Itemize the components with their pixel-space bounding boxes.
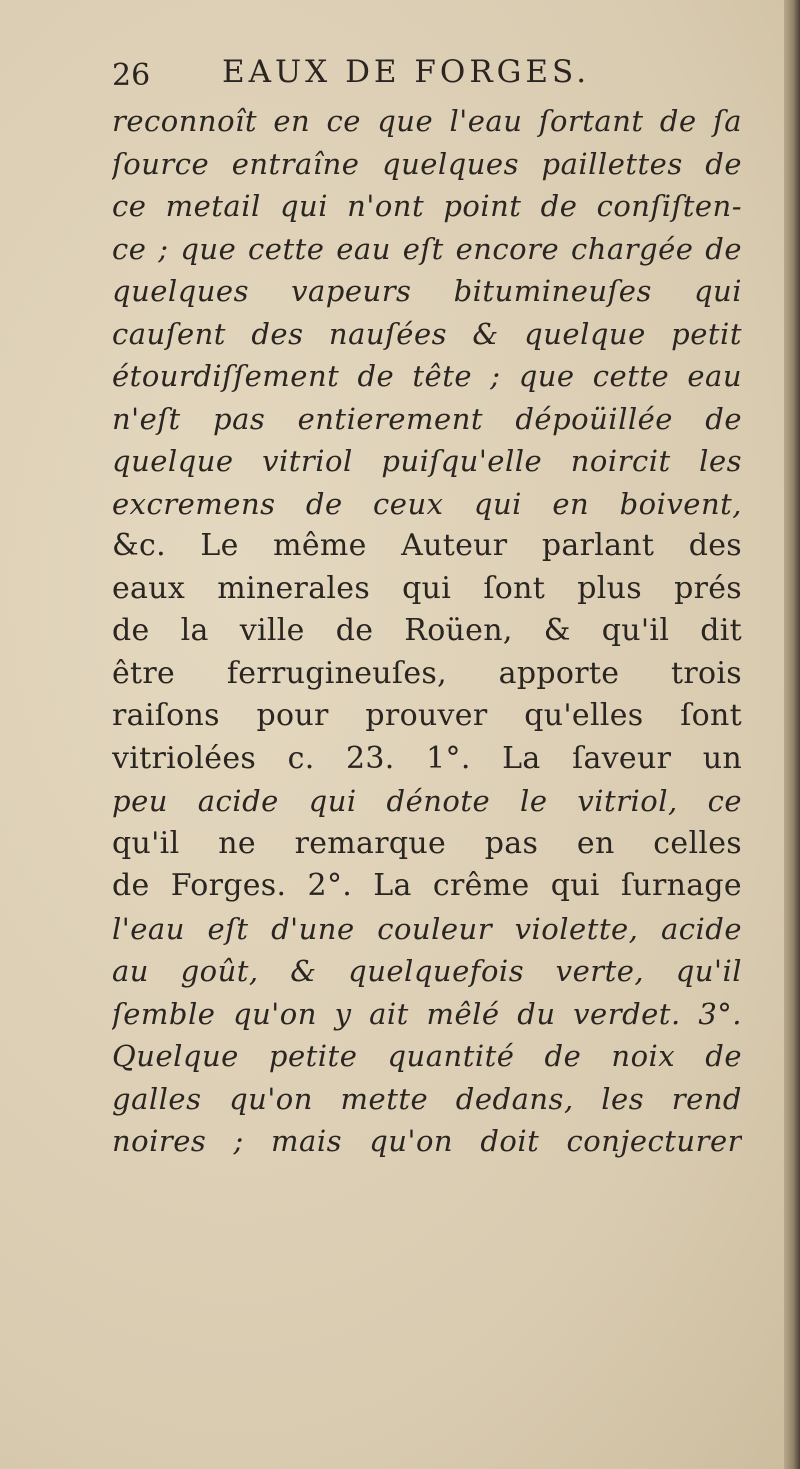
text-line: n'eſt pas entierement dépoüillée de <box>112 401 742 436</box>
text-line: qu'il ne remarque pas en celles <box>112 825 742 861</box>
page-number: 26 <box>112 58 151 93</box>
text-line: étourdiſſement de tête ; que cette eau <box>112 359 742 393</box>
body-text <box>112 100 742 1163</box>
text-line: &c. Le même Auteur parlant des <box>112 528 742 563</box>
text-line: reconnoît en ce que l'eau ſortant de ſa <box>112 104 742 138</box>
text-line: l'eau eſt d'une couleur violette, acide <box>112 911 742 946</box>
text-line: cauſent des nauſées & quelque petit <box>112 316 742 351</box>
text-line: au goût, & quelquefois verte, qu'il <box>112 954 742 988</box>
text-line: noires ; mais qu'on doit conjecturer <box>112 1124 742 1158</box>
text-line: peu acide qui dénote le vitriol, ce <box>112 784 742 818</box>
text-line: quelque vitriol puiſqu'elle noircit les <box>112 444 742 478</box>
text-line: être ferrugineuſes, apporte trois <box>112 655 742 691</box>
text-line: eaux minerales qui ſont plus prés <box>112 570 742 606</box>
text-line: de Forges. 2°. La crême qui ſurnage <box>112 868 742 903</box>
text-line: ce metail qui n'ont point de conſiſten- <box>112 189 742 223</box>
text-line: Quelque petite quantité de noix de <box>112 1039 742 1073</box>
text-line: vitriolées c. 23. 1°. La ſaveur un <box>112 740 742 776</box>
text-line: ſource entraîne quelques paillettes de <box>112 146 742 181</box>
text-line: de la ville de Roüen, & qu'il dit <box>112 613 742 648</box>
page-header <box>112 54 732 100</box>
text-line: excremens de ceux qui en boivent, <box>112 486 742 521</box>
running-title: EAUX DE FORGES. <box>222 54 591 90</box>
text-line: raiſons pour prouver qu'elles ſont <box>112 698 742 733</box>
text-line: ſemble qu'on y ait mêlé du verdet. 3°. <box>112 996 742 1031</box>
text-line: quelques vapeurs bitumineuſes qui <box>112 274 742 308</box>
book-gutter <box>784 0 800 1469</box>
text-line: ce ; que cette eau eſt encore chargée de <box>112 231 742 266</box>
text-line: galles qu'on mette dedans, les rend <box>112 1081 742 1116</box>
